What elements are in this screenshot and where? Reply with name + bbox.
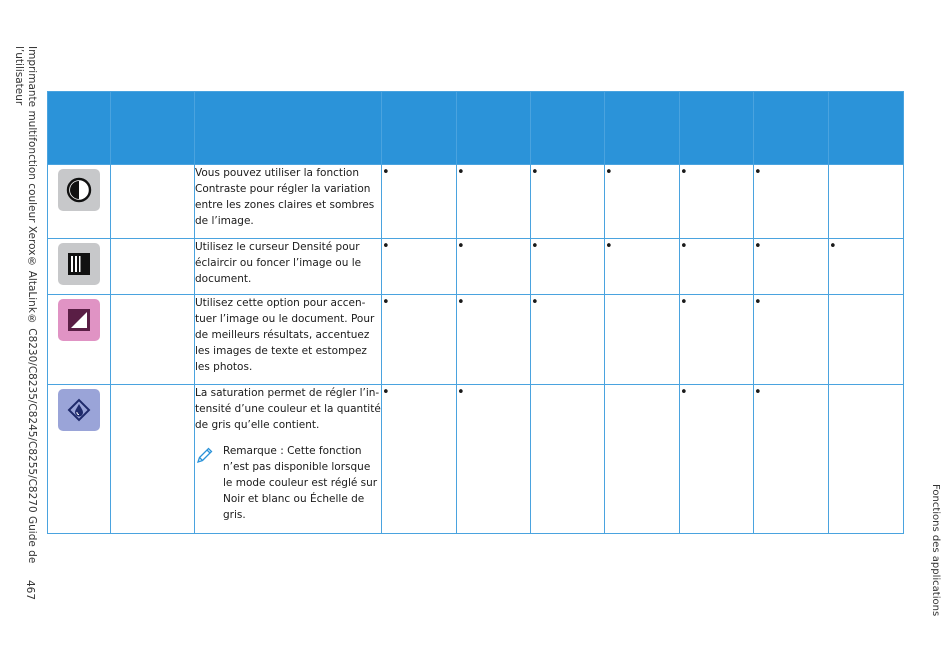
header-cell [680,92,754,165]
page-number: 467 [24,580,36,601]
description-cell [195,385,382,534]
mark-cell: • [457,295,531,385]
mark-cell: • [382,295,457,385]
icon-cell [48,239,111,295]
mark-cell [605,295,680,385]
table-row [48,295,904,385]
header-cell [829,92,904,165]
mark-cell: • [457,385,531,534]
saturation-icon [58,389,100,431]
mark-cell [605,385,680,534]
mark-cell: • [531,239,605,295]
mark-cell: • [680,165,754,239]
mark-cell [531,385,605,534]
sharpness-icon [58,299,100,341]
mark-cell: • [680,239,754,295]
header-cell [754,92,829,165]
mark-cell: • [754,295,829,385]
mark-cell: • [605,165,680,239]
table-header-row [48,92,904,165]
table-row [48,165,904,239]
header-cell [111,92,195,165]
description-cell: Utilisez cette option pour accen-tuer l’image ou le document. Pour de meilleurs résultats, accentuez les images de texte et estompez les photos. [195,295,382,385]
contrast-icon [58,169,100,211]
mark-cell: • [382,385,457,534]
mark-cell: • [531,295,605,385]
header-cell [457,92,531,165]
mark-cell: • [680,385,754,534]
mark-cell: • [754,385,829,534]
mark-cell: • [680,295,754,385]
mark-cell: • [382,239,457,295]
feature-table [47,91,904,534]
description-text: La saturation permet de régler l’in-tensité d’une couleur et la quantité de gris qu’elle contient. [195,387,381,431]
description-cell: Vous pouvez utiliser la fonction Contraste pour régler la variation entre les zones claires et sombres de l’image. [195,165,382,239]
mark-cell: • [382,165,457,239]
header-cell [48,92,111,165]
note-text: Remarque : Cette fonction n’est pas disponible lorsque le mode couleur est réglé sur Noir et blanc ou Échelle de gris. [223,445,378,521]
mark-cell: • [605,239,680,295]
feature-name-cell [111,239,195,295]
section-title: Fonctions des applications [930,484,941,617]
header-cell [605,92,680,165]
mark-cell: • [829,239,904,295]
document-title [8,46,38,606]
feature-name-cell [111,385,195,534]
density-icon [58,243,100,285]
mark-cell: • [531,165,605,239]
icon-cell [48,165,111,239]
feature-name-cell [111,295,195,385]
mark-cell: • [754,165,829,239]
icon-cell [48,295,111,385]
header-cell [531,92,605,165]
mark-cell [829,385,904,534]
icon-cell [48,385,111,534]
note-block [195,443,381,523]
header-cell [195,92,382,165]
pencil-icon [195,443,223,523]
mark-cell: • [754,239,829,295]
description-cell: Utilisez le curseur Densité pour éclaircir ou foncer l’image ou le document. [195,239,382,295]
document-title-text: Imprimante multifonction couleur Xerox® AltaLink® C8230/C8235/C8245/C8255/C8270 Guide de l’utilisateur [13,46,38,564]
table-row [48,239,904,295]
header-cell [382,92,457,165]
mark-cell: • [457,239,531,295]
table-row [48,385,904,534]
mark-cell [829,295,904,385]
feature-name-cell [111,165,195,239]
mark-cell: • [457,165,531,239]
mark-cell [829,165,904,239]
